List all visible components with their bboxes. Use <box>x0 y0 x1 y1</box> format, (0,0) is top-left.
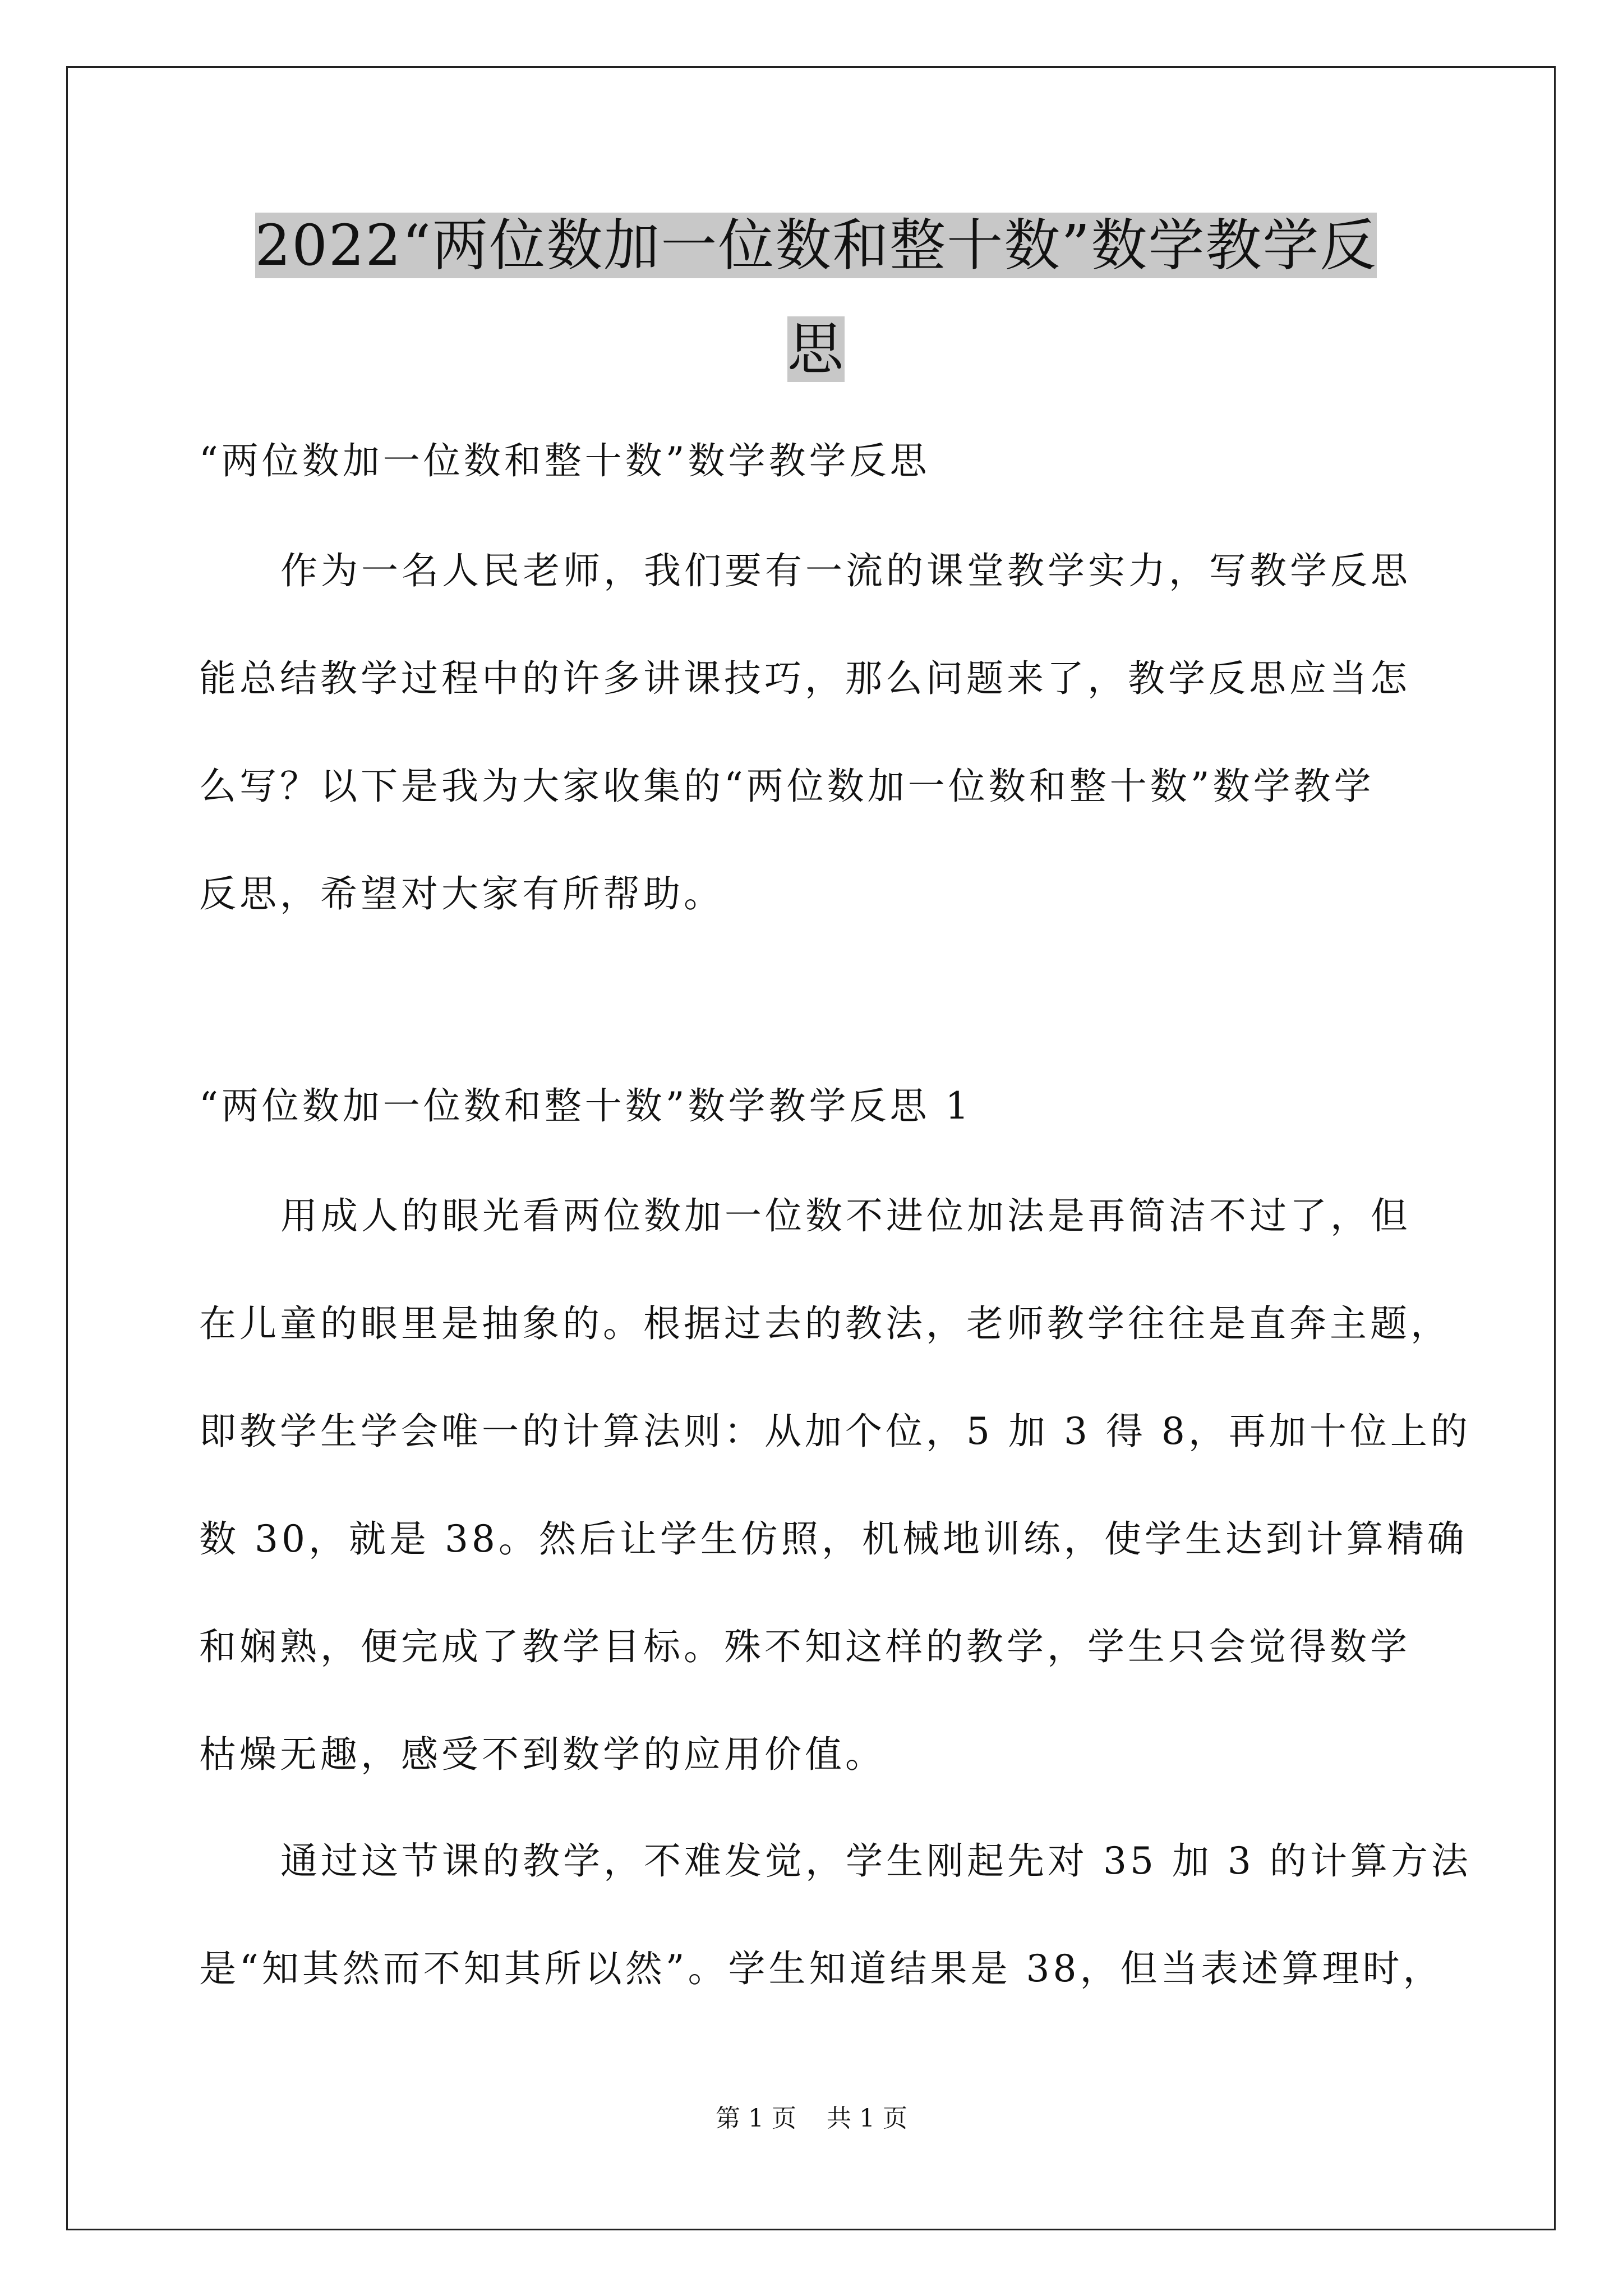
paragraph1-line-6: 枯燥无趣，感受不到数学的应用价值。 <box>199 1733 886 1776</box>
title-line-1: 2022“两位数加一位数和整十数”数学教学反 <box>255 213 1377 278</box>
paragraph2-line-1: 通过这节课的教学，不难发觉，学生刚起先对 35 加 3 的计算方法 <box>280 1839 1472 1883</box>
intro-line-1: 作为一名人民老师，我们要有一流的课堂教学实力，写教学反思 <box>280 549 1411 592</box>
paragraph1-line-1: 用成人的眼光看两位数加一位数不进位加法是再简洁不过了，但 <box>280 1194 1411 1237</box>
title-line-2: 思 <box>787 316 845 382</box>
paragraph2-line-2: 是“知其然而不知其所以然”。学生知道结果是 38，但当表述算理时， <box>199 1947 1444 1990</box>
paragraph1-line-3: 即教学生学会唯一的计算法则：从加个位，5 加 3 得 8，再加十位上的 <box>199 1410 1471 1453</box>
page-total: 共 1 页 <box>827 2104 907 2133</box>
page-number: 第 1 页 <box>716 2104 796 2133</box>
paragraph1-line-2: 在儿童的眼里是抽象的。根据过去的教法，老师教学往往是直奔主题， <box>199 1302 1451 1345</box>
intro-line-2: 能总结教学过程中的许多讲课技巧，那么问题来了，教学反思应当怎 <box>199 657 1410 700</box>
paragraph1-line-4: 数 30，就是 38。然后让学生仿照，机械地训练，使学生达到计算精确 <box>199 1517 1468 1561</box>
section-heading: “两位数加一位数和整十数”数学教学反思 1 <box>199 1084 972 1128</box>
intro-line-4: 反思，希望对大家有所帮助。 <box>199 872 724 915</box>
page-footer <box>0 2105 1623 2133</box>
subtitle: “两位数加一位数和整十数”数学教学反思 <box>199 439 930 482</box>
paragraph1-line-5: 和娴熟，便完成了教学目标。殊不知这样的教学，学生只会觉得数学 <box>199 1625 1410 1668</box>
intro-line-3: 么写？以下是我为大家收集的“两位数加一位数和整十数”数学教学 <box>199 765 1375 808</box>
document-title <box>208 194 1424 401</box>
